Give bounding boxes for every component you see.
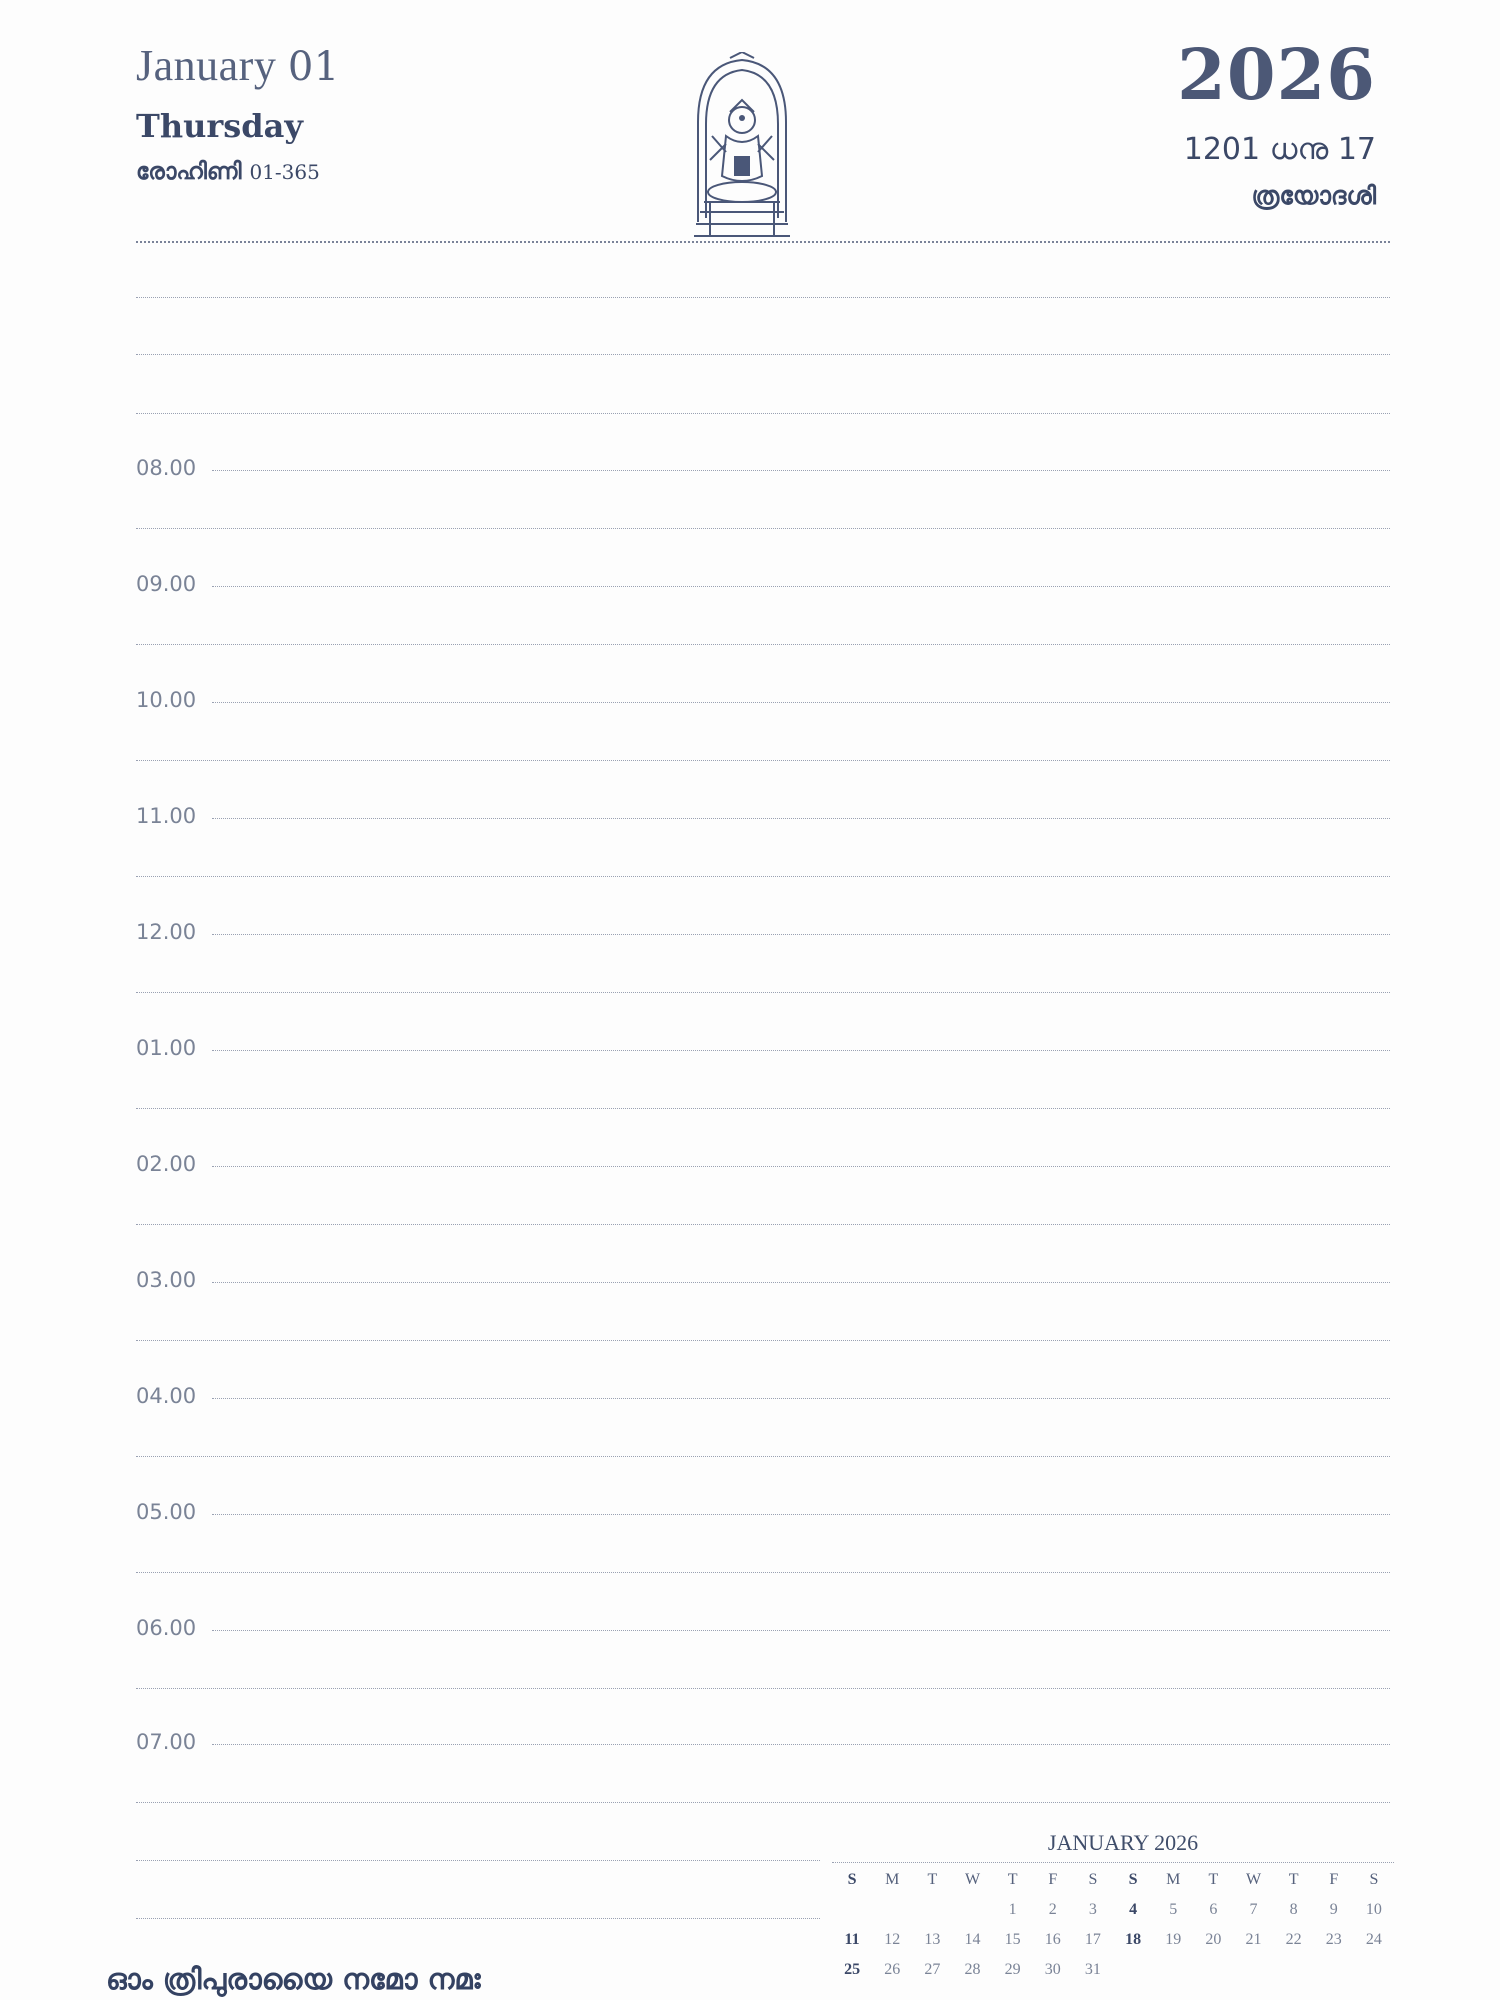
hour-label: 07.00 [136,1730,197,1754]
hour-rule [212,934,1390,935]
day-of-year: 01-365 [249,160,320,184]
weekday-header: F [1329,1871,1339,1888]
blank-rule [136,1802,1390,1803]
hour-rule [212,1398,1390,1399]
day-cell[interactable]: 5 [1169,1901,1178,1918]
half-hour-rule [136,760,1390,761]
day-cell[interactable]: 16 [1044,1931,1061,1948]
hour-label: 06.00 [136,1616,197,1640]
hour-rule [212,818,1390,819]
empty-day-cell [832,1901,872,1923]
hour-row-10[interactable] [136,688,1390,732]
hour-rule [212,470,1390,471]
mantra-footer: ഓം ത്രിപുരായൈ നമോ നമഃ [106,1962,481,1996]
deity-emblem-icon [690,52,794,240]
hour-label: 11.00 [136,804,197,828]
hour-label: 04.00 [136,1384,197,1408]
day-cell[interactable]: 2 [1048,1901,1057,1918]
tithi-label: ത്രയോദശി [1251,181,1376,210]
day-cell[interactable]: 21 [1245,1931,1262,1948]
day-cell[interactable]: 30 [1044,1961,1061,1978]
day-cell[interactable]: 3 [1088,1901,1097,1918]
mini-calendar-title: JANUARY 2026 [1047,1830,1199,1855]
mini-calendar-grid [832,1871,1394,1983]
half-hour-rule [136,1340,1390,1341]
blank-rule [136,1860,820,1861]
day-number: 01 [287,44,340,90]
day-cell[interactable]: 4 [1129,1901,1138,1918]
hour-rule [212,1166,1390,1167]
weekday-header: S [1128,1871,1138,1888]
day-cell[interactable]: 24 [1365,1931,1382,1948]
day-cell[interactable]: 25 [844,1961,861,1978]
day-cell[interactable]: 22 [1285,1931,1302,1948]
hour-row-08[interactable] [136,456,1390,500]
empty-day-cell [1233,1961,1273,1983]
empty-day-cell [1193,1961,1233,1983]
day-cell[interactable]: 15 [1004,1931,1021,1948]
header-divider [136,241,1390,243]
year-header [1177,33,1376,211]
empty-day-cell [1354,1961,1394,1983]
half-hour-rule [136,528,1390,529]
year-label: 2026 [1177,33,1376,116]
half-hour-rule [136,1456,1390,1457]
day-cell[interactable]: 9 [1329,1901,1338,1918]
hour-rule [212,702,1390,703]
hour-row-09[interactable] [136,572,1390,616]
blank-rule [136,297,1390,298]
weekday-header: W [1245,1871,1262,1888]
day-cell[interactable]: 12 [884,1931,901,1948]
star-name: രോഹിണി [136,159,242,185]
hour-label: 02.00 [136,1152,197,1176]
day-cell[interactable]: 11 [844,1931,860,1948]
day-cell[interactable]: 31 [1084,1961,1101,1978]
month-label: January [136,41,277,90]
weekday-header: T [1007,1871,1018,1888]
hour-label: 09.00 [136,572,197,596]
empty-day-cell [1113,1961,1153,1983]
hour-label: 05.00 [136,1500,197,1524]
day-cell[interactable]: 1 [1008,1901,1017,1918]
hour-label: 08.00 [136,456,197,480]
page-date [136,40,340,91]
half-hour-rule [136,1224,1390,1225]
half-hour-rule [136,992,1390,993]
hour-row-11[interactable] [136,804,1390,848]
hour-label: 12.00 [136,920,197,944]
hour-row-01[interactable] [136,1036,1390,1080]
day-cell[interactable]: 23 [1325,1931,1342,1948]
day-cell[interactable]: 13 [924,1931,941,1948]
empty-day-cell [912,1901,952,1923]
hour-row-12[interactable] [136,920,1390,964]
hour-rule [212,1514,1390,1515]
weekday-header: T [1288,1871,1299,1888]
day-cell[interactable]: 18 [1125,1931,1142,1948]
malayalam-date: 1201 ധനു 17 [1183,132,1376,167]
half-hour-rule [136,1572,1390,1573]
day-cell[interactable]: 26 [884,1961,901,1978]
hour-rule [212,1050,1390,1051]
hour-row-07[interactable] [136,1730,1390,1774]
hour-row-02[interactable] [136,1152,1390,1196]
hour-rule [212,586,1390,587]
empty-day-cell [1153,1961,1193,1983]
day-cell[interactable]: 6 [1209,1901,1218,1918]
hour-row-06[interactable] [136,1616,1390,1660]
half-hour-rule [136,1108,1390,1109]
weekday-header: S [1088,1871,1098,1888]
weekday-header: M [885,1871,900,1888]
day-cell[interactable]: 19 [1165,1931,1182,1948]
day-cell[interactable]: 10 [1365,1901,1382,1918]
day-cell[interactable]: 29 [1004,1961,1021,1978]
day-cell[interactable]: 17 [1084,1931,1101,1948]
weekday-header: S [847,1871,857,1888]
mini-calendar [832,1830,1394,1983]
weekday-label: Thursday [136,107,303,145]
day-cell[interactable]: 8 [1289,1901,1298,1918]
day-cell[interactable]: 7 [1249,1901,1258,1918]
half-hour-rule [136,1688,1390,1689]
empty-day-cell [952,1901,992,1923]
day-cell[interactable]: 20 [1205,1931,1222,1948]
hour-row-05[interactable] [136,1500,1390,1544]
hour-row-04[interactable] [136,1384,1390,1428]
day-cell[interactable]: 28 [964,1961,981,1978]
weekday-header: M [1166,1871,1181,1888]
empty-day-cell [1314,1961,1354,1983]
hour-label: 03.00 [136,1268,197,1292]
star-line [136,159,340,185]
hour-rule [212,1744,1390,1745]
weekday-header: S [1369,1871,1379,1888]
day-cell[interactable]: 27 [924,1961,941,1978]
half-hour-rule [136,876,1390,877]
weekday-header: W [964,1871,981,1888]
blank-rule [136,354,1390,355]
hour-label: 10.00 [136,688,197,712]
day-cell[interactable]: 14 [964,1931,981,1948]
empty-day-cell [872,1901,912,1923]
mini-calendar-divider [832,1862,1394,1863]
empty-day-cell [1274,1961,1314,1983]
weekday-header: T [1208,1871,1219,1888]
hour-rule [212,1282,1390,1283]
blank-rule [136,413,1390,414]
blank-rule [136,1918,820,1919]
weekday-header: F [1048,1871,1058,1888]
date-header [136,40,340,185]
hour-label: 01.00 [136,1036,197,1060]
hour-row-03[interactable] [136,1268,1390,1312]
half-hour-rule [136,644,1390,645]
weekday-header: T [927,1871,938,1888]
hour-rule [212,1630,1390,1631]
